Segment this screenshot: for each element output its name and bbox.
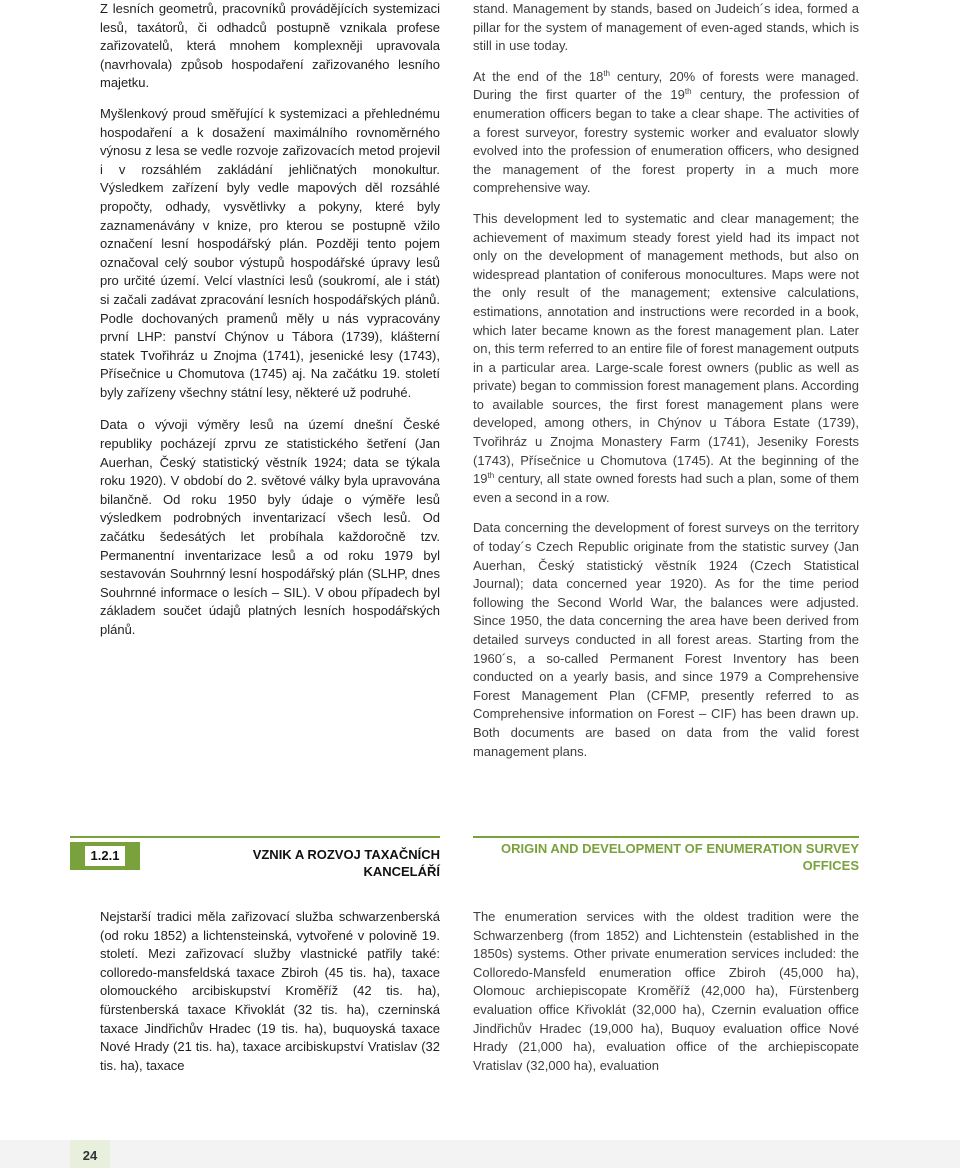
en-paragraph-4: Data concerning the development of forest surveys on the territory of today´s Czech Republic originate from the statistic survey (Jan Auerhan, Český statistický věstník 1924 (Czech Statistical Journal); data concerned year 1920). As for the time period following the Second World War, the balances were adjusted. Since 1950, the data concerning the area have been derived from detailed surveys conducted in all forest areas. Starting from the 1960´s, a so-called Permanent Forest Inventory has been conducted on a yearly basis, and since 1979 a Comprehensive Forest Management Plan (CFMP, presently referred to as Comprehensive information on Forest – CIF) has been drawn up. Both documents are based on data from the valid forest management plans.	[473, 520, 859, 759]
cz-paragraph-3: Data o vývoji výměry lesů na území dnešní České republiky pocházejí zprvu ze statistického šetření (Jan Auerhan, Český statistický věstník 1924; data se týkala roku 1920). V období do 2. světové války byla upravována bilančně. Od roku 1950 byly údaje o výměře lesů výsledkem podrobných inventarizací všech lesů. Od začátku šedesátých let probíhala každoročně tzv. Permanentní inventarizace lesů a od roku 1979 byl sestavován Souhrnný lesní hospodářský plán (SLHP, dnes Souhrnné informace o lesích – SIL). V obou případech byl základem součet údajů platných lesních hospodářských plánů.	[100, 417, 440, 637]
section-title-english: ORIGIN AND DEVELOPMENT OF ENUMERATION SURVEY OFFICES	[500, 841, 859, 873]
en-paragraph-2: At the end of the 18th century, 20% of forests were managed. During the first quarter of the 19th century, the profession of enumeration officers began to take a clear shape. The activities of a forest surveyor, forestry systemic worker and evaluator slowly evolved into the profession of enumeration officers, who designed the management of the forest property in a much more comprehensive way.	[473, 68, 859, 196]
section-rule-right	[473, 836, 859, 838]
en-paragraph-3: This development led to systematic and clear management; the achievement of maximum steady forest yield had its impact not only on the development of management methods, but also on widespread plantation of coniferous monocultures. Maps were not the only result of the management; extensive calculations, estimations, annotation and instructions were recorded in a book, which later became known as the forest management plan. Later on, this term referred to an entire file of forest management outputs in a particular area. Large-scale forest owners (public as well as private) began to commission forest management plans. According to available sources, the first forest management plans were developed, among others, in Chýnov u Tábora Estate (1739), Tvořihráz u Znojma Monastery Farm (1741), Jeseniky Forests (1743), Přísečnice u Chomutova (1745). At the beginning of the 19th century, all state owned forests had such a plan, some of them even a second in a row.	[473, 210, 859, 505]
section-title-czech: VZNIK A ROZVOJ TAXAČNÍCH KANCELÁŘÍ	[252, 847, 440, 879]
cz-paragraph-1: Z lesních geometrů, pracovníků provádějících systemizaci lesů, taxátorů, či odhadců postupně vznikala profese zařizovatelů, která mnohem komplexněji upravovala (navrhovala) způsob hospodaření zařizovaného lesního majetku.	[100, 1, 440, 91]
cz-paragraph-2: Myšlenkový proud směřující k systemizaci a přehlednému hospodaření a k dosažení maximálního rovnoměrného výnosu z lesa se vedle rozvoje zařizovacích metod projevil i v rozsáhlém zakládání jehličnatých monokultur. Výsledkem zařízení byly vedle mapových děl rozsáhlé propočty, odhady, vysvětlivky a pokyny, které byly zaznamenávány v knize, pro kterou se postupně vžilo označení lesní hospodářský plán. Později tento pojem označoval celý soubor výstupů hospodářské úpravy lesů pro určité území. Velcí vlastníci lesů (soukromí, ale i stát) si začali zadávat zpracování lesních hospodářských plánů. Podle dochovaných pramenů měly u nás vypracovány první LHP: panství Chýnov u Tábora (1739), klášterní statek Tvořihráz u Znojma (1741), jesenické lesy (1743), Přísečnice u Chomutova (1745) aj. Na začátku 19. století byly zařízeny všechny státní lesy, některé už podruhé.	[100, 105, 440, 400]
english-column	[473, 0, 859, 771]
czech-column	[100, 0, 440, 650]
section-english-text: The enumeration services with the oldest tradition were the Schwarzenberg (from 1852) and Lichtenstein (established in the 1850s) systems. Other private enumeration services included: the Colloredo-Mansfeld enumeration office Zbiroh (45,000 ha), Olomouc archiepiscopate Kroměříž (42,000 ha), Fürstenberg evaluation office Křivoklát (32,000 ha), Czernin evaluation office Jindřichův Hradec (19,000 ha), Buquoy evaluation office Nové Hrady (21,000 ha), evaluation office of the archiepiscopate Vratislav (32,000 ha), evaluation	[473, 909, 859, 1073]
section-number: 1.2.1	[85, 846, 126, 866]
page-footer	[0, 1140, 960, 1168]
section-rule-left	[70, 836, 440, 838]
page-number: 24	[82, 1148, 98, 1163]
section-number-badge	[70, 842, 140, 870]
en-paragraph-1: stand. Management by stands, based on Judeich´s idea, formed a pillar for the system of management of even-aged stands, which is still in use today.	[473, 1, 859, 54]
section-czech-text: Nejstarší tradici měla zařizovací služba schwarzenberská (od roku 1852) a lichtensteinská, vytvořené v polovině 19. století. Mezi zařizovací služby vlastnické patřily také: colloredo-mansfeldská taxace Zbiroh (45 tis. ha), taxace olomouckého arcibiskupství Kroměříž (42 tis. ha), fürstenberská taxace Křivoklát (32 tis. ha), czerninská taxace Jindřichův Hradec (19 tis. ha), buquoyská taxace Nové Hrady (21 tis. ha), taxace arcibiskupství Vratislav (32 tis. ha), taxace	[100, 909, 440, 1073]
page-number-box	[70, 1140, 110, 1168]
